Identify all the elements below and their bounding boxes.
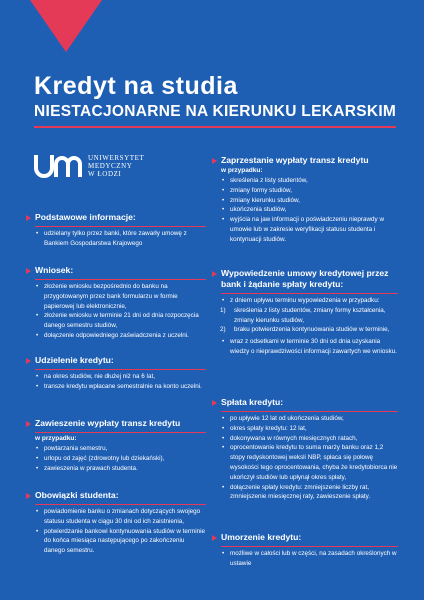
section-title: Obowiązki studenta: (35, 490, 119, 500)
section-arrow-icon (212, 400, 217, 406)
list-item: • powiadomienie banku o zmianach dotyczących swojego statusu studenta w ciągu 30 dni od ich zaistnienia, (35, 507, 206, 527)
item-text: skreślenia z listy studentów, zmiany formy kształcenia, zmiany kierunku studiów, (234, 306, 386, 324)
section-suspension (26, 418, 206, 473)
list-item: • transze kredytu wpłacane semestralnie na konto uczelni. (35, 382, 206, 392)
section-title: Podstawowe informacje: (35, 212, 136, 222)
list-item: • zmiany formy studiów, (221, 186, 398, 196)
section-arrow-icon (26, 421, 31, 427)
list-item: • wraz z odsetkami w terminie 30 dni od dnia uzyskania wiedzy o nieprawdziwości informacji zawartych we wniosku. (221, 337, 398, 357)
section-title: Udzielenie kredytu: (35, 355, 114, 365)
decorative-triangle (30, 0, 102, 52)
section-divider (221, 546, 398, 547)
section-list (212, 414, 398, 502)
list-item: • potwierdzanie bankowi kontynuowania studiów w terminie do końca miesiąca następującego po zakończeniu danego semestru. (35, 527, 206, 556)
section-title: Umorzenie kredytu: (221, 532, 302, 542)
list-item: • dołączenie spłaty kredytu: zmniejszenie liczby rat, zmniejszenie miesięcznej raty, zawieszenie spłaty. (221, 483, 398, 503)
logo-line-1: UNIWERSYTET (88, 154, 145, 162)
item-text: braku potwierdzenia kontynuowania studiów w terminie, (234, 326, 390, 334)
section-arrow-icon (212, 158, 217, 164)
section-granting (26, 355, 206, 392)
section-list (26, 372, 206, 392)
section-divider (35, 432, 206, 433)
section-basic-info (26, 212, 206, 249)
section-divider (35, 279, 206, 280)
section-arrow-icon (26, 358, 31, 364)
section-arrow-icon (26, 268, 31, 274)
section-application (26, 265, 206, 341)
section-arrow-icon (212, 535, 217, 541)
section-sublabel: w przypadku: (221, 167, 263, 174)
item-number: 1) (220, 306, 226, 314)
section-termination (212, 268, 398, 357)
logo-line-2: MEDYCZNY (88, 162, 133, 170)
list-item: • oprocentowanie kredytu to suma marży banku oraz 1,2 stopy redyskontowej weksli NBP, spłaca się połowę wysokości tego oprocentowania, chyba że kredytobiorca nie ukończył studiów lub upłynął okres spłaty, (221, 443, 398, 482)
list-item: • złożenie wniosku w terminie 21 dni od dnia rozpoczęcia danego semestru studiów, (35, 311, 206, 331)
section-divider (221, 411, 398, 412)
section-arrow-icon (212, 271, 217, 277)
list-item: • na okres studiów, nie dłużej niż na 6 lat, (35, 372, 206, 382)
section-student-duties (26, 490, 206, 556)
list-item: • ukończenia studiów, (221, 205, 398, 215)
section-header (26, 418, 206, 429)
item-number: 2) (220, 326, 226, 334)
logo-wordmark (88, 154, 144, 178)
numbered-list (212, 306, 398, 335)
section-header (26, 212, 206, 223)
section-list (26, 507, 206, 556)
list-item: • zmiany kierunku studiów, (221, 196, 398, 206)
section-divider (35, 504, 206, 505)
list-item: • udzielany tylko przez banki, które zawarły umowę z Bankiem Gospodarstwa Krajowego (35, 229, 206, 249)
logo-line-3: W ŁODZI (88, 170, 122, 178)
section-header (212, 532, 398, 543)
section-header (26, 265, 206, 276)
section-list (26, 229, 206, 249)
section-header (212, 155, 398, 166)
title-divider (34, 126, 396, 128)
section-redemption (212, 532, 398, 569)
list-item: • z dniem upływu terminu wypowiedzenia w przypadku: (221, 296, 398, 306)
section-title: Zawieszenie wypłaty transz kredytu (35, 418, 181, 428)
section-arrow-icon (26, 493, 31, 499)
section-list (26, 282, 206, 341)
section-header (26, 355, 206, 366)
page-title: Kredyt na studia (34, 72, 238, 100)
section-title: Wniosek: (35, 265, 74, 275)
section-header (212, 397, 398, 408)
section-title: Wypowiedzenie umowy kredytowej przez bank i żądanie spłaty kredytu: (221, 268, 389, 289)
section-divider (35, 226, 206, 227)
section-list (212, 176, 398, 245)
section-title: Zaprzestanie wypłaty transz kredytu (221, 155, 369, 165)
section-header (26, 490, 206, 501)
section-list (212, 549, 398, 569)
section-arrow-icon (26, 215, 31, 221)
list-item: • urlopu od zajęć (zdrowotny lub dziekański), (35, 454, 206, 464)
list-item: • dokonywana w równych miesięcznych ratach, (221, 434, 398, 444)
list-item: • powtarzania semestru, (35, 444, 206, 454)
section-list (212, 337, 398, 357)
list-item: • wyjścia na jaw informacji o poświadczeniu nieprawdy w umowie lub w zakresie weryfikacji statusu studenta i kontynuacji studiów. (221, 215, 398, 244)
list-item: • zawieszenia w prawach studenta. (35, 464, 206, 474)
list-item: • możliwe w całości lub w części, na zasadach określonych w ustawie (221, 549, 398, 569)
section-sublabel: w przypadku: (35, 435, 77, 442)
section-title: Spłata kredytu: (221, 397, 284, 407)
list-item: • skreślenia z listy studentów, (221, 176, 398, 186)
list-item: • złożenie wniosku bezpośrednio do banku na przygotowanym przez bank formularzu w formie papierowej lub elektronicznie, (35, 282, 206, 311)
page-subtitle: NIESTACJONARNE NA KIERUNKU LEKARSKIM (34, 103, 397, 120)
numbered-item (220, 306, 398, 326)
section-header (212, 268, 398, 290)
section-list (212, 296, 398, 306)
list-item: • dołączenie odpowiedniego zaświadczenia z uczelni. (35, 331, 206, 341)
list-item: • okres spłaty kredytu: 12 lat, (221, 424, 398, 434)
section-repayment (212, 397, 398, 502)
university-logo (34, 153, 144, 179)
um-logo-icon (34, 153, 82, 179)
section-divider (221, 293, 398, 294)
section-payout-stop (212, 155, 398, 245)
section-list (26, 444, 206, 473)
numbered-item (220, 325, 398, 335)
section-divider (35, 369, 206, 370)
list-item: • po upływie 12 lat od ukończenia studiów, (221, 414, 398, 424)
